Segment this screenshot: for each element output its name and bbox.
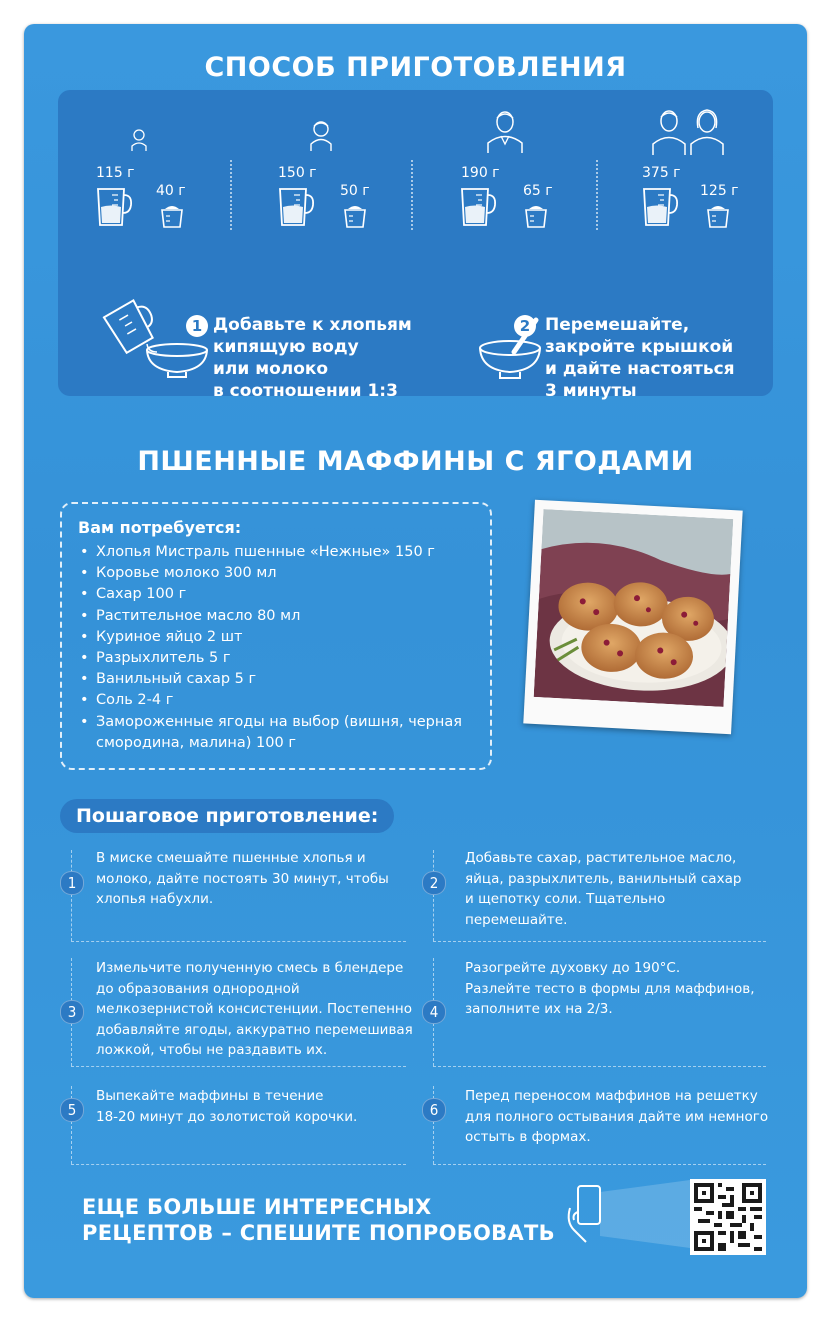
qr-code-icon[interactable]	[690, 1179, 766, 1255]
column-divider	[596, 160, 598, 230]
step-text: В миске смешайте пшенные хлопья и молоко, дайте постоять 30 минут, чтобы хлопья набухли.	[96, 850, 389, 907]
step-number: 4	[422, 1000, 446, 1024]
step-number: 5	[60, 1098, 84, 1122]
muffins-photo	[523, 500, 742, 735]
column-divider	[230, 160, 232, 230]
ingredient-item: • Куриное яйцо 2 шт	[78, 627, 478, 648]
step-number: 1	[186, 315, 208, 337]
ingredient-item: • Соль 2-4 г	[78, 690, 478, 711]
liquid-amount: 125 г	[700, 183, 739, 199]
ingredient-item: • Растительное масло 80 мл	[78, 606, 478, 627]
muffins-image	[534, 509, 734, 707]
ingredient-item: • Ванильный сахар 5 г	[78, 669, 478, 690]
ingredients-box	[60, 502, 492, 770]
liquid-amount: 65 г	[523, 183, 553, 199]
preparation-panel	[58, 90, 773, 401]
step-number: 2	[514, 315, 536, 337]
child-icon	[130, 128, 148, 152]
ingredient-item: • Замороженные ягоды на выбор (вишня, черная смородина, малина) 100 г	[78, 712, 478, 754]
phone-scan-icon	[564, 1178, 694, 1250]
recipe-title: ПШЕННЫЕ МАФФИНЫ С ЯГОДАМИ	[137, 446, 694, 477]
flakes-amount: 150 г	[278, 165, 317, 181]
step-text: Измельчите полученную смесь в блендере до образования однородной мелкозернистой консистенции. Постепенно добавляйте ягоды, аккуратно перемешивая ложкой, чтобы не раздавить их.	[96, 960, 413, 1058]
ingredients-list	[78, 542, 478, 754]
step-text: Выпекайте маффины в течение 18-20 минут до золотистой корочки.	[96, 1088, 358, 1125]
liquid-amount: 40 г	[156, 183, 186, 199]
package-back	[24, 24, 807, 1298]
step-text: Перед переносом маффинов на решетку для полного остывания дайте им немного остыть в формах.	[465, 1088, 769, 1145]
step-number: 2	[422, 871, 446, 895]
step-frame	[71, 941, 406, 942]
step-number: 1	[60, 871, 84, 895]
couple-icon	[651, 108, 725, 156]
ingredient-item: • Разрыхлитель 5 г	[78, 648, 478, 669]
step-frame	[71, 1066, 406, 1067]
step-frame	[71, 850, 72, 941]
measuring-scoop-icon	[342, 202, 368, 228]
footer-cta: ЕЩЕ БОЛЬШЕ ИНТЕРЕСНЫХ РЕЦЕПТОВ – СПЕШИТЕ ПОПРОБОВАТЬ	[82, 1195, 555, 1245]
measuring-jug-icon	[640, 185, 680, 227]
mixing-bowl-icon	[474, 316, 552, 382]
prep-step-text: Перемешайте, закройте крышкой и дайте настояться 3 минуты	[545, 315, 735, 401]
step-frame	[433, 941, 766, 942]
flakes-amount: 375 г	[642, 165, 681, 181]
step-text: Добавьте сахар, растительное масло, яйца, разрыхлитель, ванильный сахар и щепотку соли. Тщательно перемешайте.	[465, 850, 742, 928]
step-frame	[433, 1066, 766, 1067]
man-icon	[486, 110, 524, 154]
ingredient-item: • Хлопья Мистраль пшенные «Нежные» 150 г	[78, 542, 478, 563]
measuring-scoop-icon	[523, 202, 549, 228]
measuring-jug-icon	[276, 185, 316, 227]
step-text: Разогрейте духовку до 190°С. Разлейте тесто в формы для маффинов, заполните их на 2/3.	[465, 960, 755, 1017]
qr-code-image	[694, 1183, 762, 1251]
step-frame	[71, 1164, 406, 1165]
measuring-scoop-icon	[159, 202, 185, 228]
ingredient-item: • Сахар 100 г	[78, 584, 478, 605]
flakes-amount: 115 г	[96, 165, 135, 181]
measuring-scoop-icon	[705, 202, 731, 228]
step-frame	[433, 850, 434, 941]
step-number: 3	[60, 1000, 84, 1024]
prep-step-text: Добавьте к хлопьям кипящую воду или молоко в соотношении 1:3	[213, 315, 412, 401]
steps-title: Пошаговое приготовление:	[60, 799, 394, 833]
measuring-jug-icon	[458, 185, 498, 227]
flakes-amount: 190 г	[461, 165, 500, 181]
boy-icon	[309, 120, 333, 152]
step-frame	[433, 1164, 766, 1165]
step-number: 6	[422, 1098, 446, 1122]
ingredients-title: Вам потребуется:	[78, 518, 242, 537]
measuring-jug-icon	[94, 185, 134, 227]
liquid-amount: 50 г	[340, 183, 370, 199]
column-divider	[411, 160, 413, 230]
ingredient-item: • Коровье молоко 300 мл	[78, 563, 478, 584]
section-title-preparation: СПОСОБ ПРИГОТОВЛЕНИЯ	[204, 52, 627, 83]
